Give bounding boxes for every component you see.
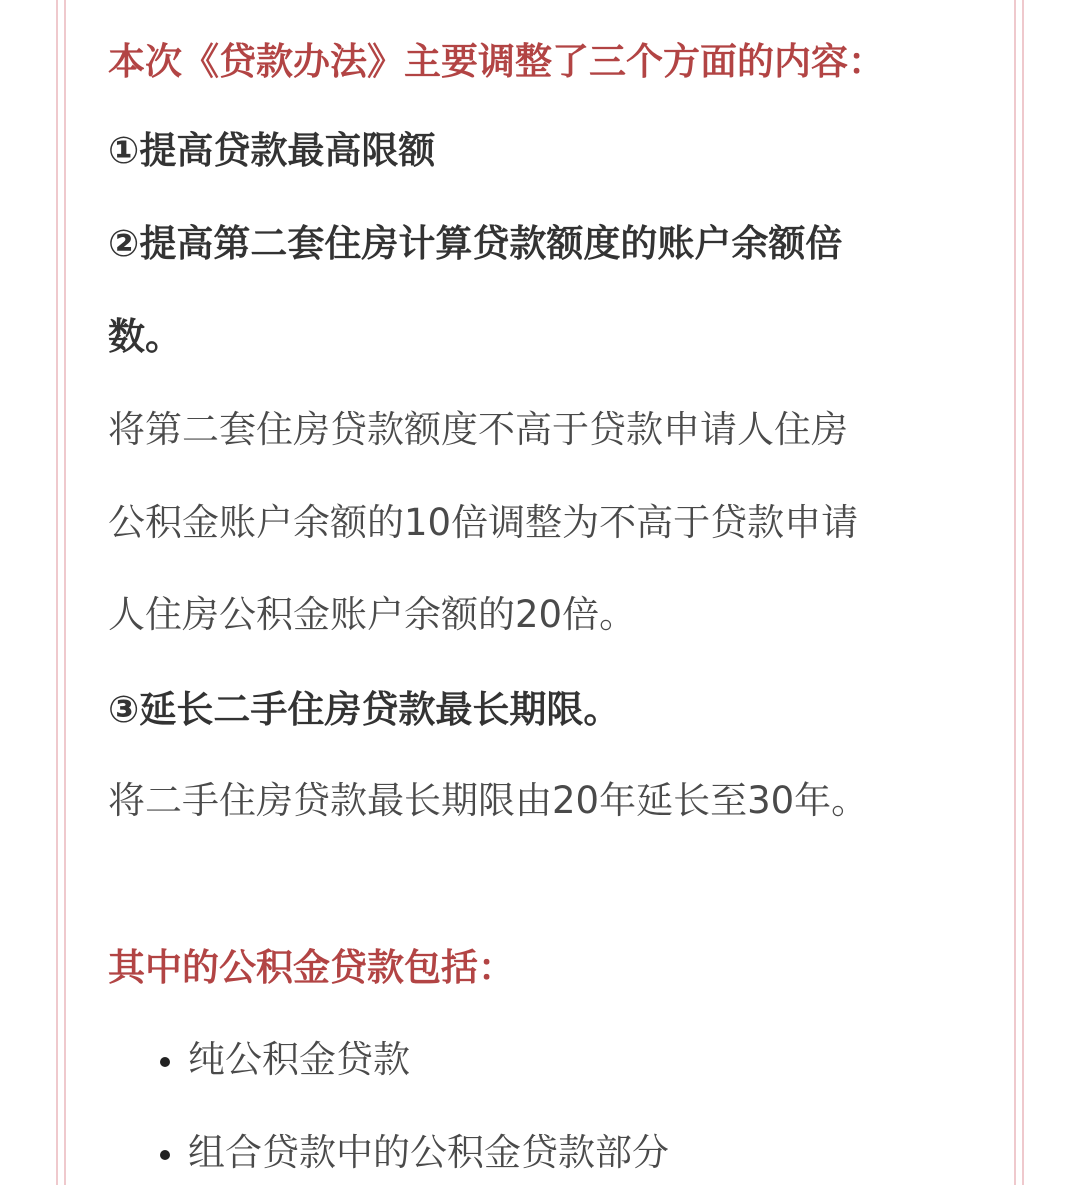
- item-3-body: 将二手住房贷款最长期限由20年延长至30年。: [108, 779, 869, 822]
- section-heading-loan-types: 其中的公积金贷款包括：: [108, 946, 515, 989]
- right-border-inner: [1014, 0, 1016, 1185]
- item-2-body-line-1: 将第二套住房贷款额度不高于贷款申请人住房: [108, 408, 848, 451]
- item-2-body-line-3: 人住房公积金账户余额的20倍。: [108, 593, 637, 636]
- item-3-title: ③延长二手住房贷款最长期限。: [108, 688, 621, 731]
- item-2-title-line-2: 数。: [108, 315, 182, 358]
- bullet-icon: [160, 1150, 170, 1160]
- left-border-outer: [56, 0, 58, 1185]
- left-border-inner: [64, 0, 66, 1185]
- item-2-body-line-2: 公积金账户余额的10倍调整为不高于贷款申请: [108, 501, 859, 544]
- list-item-label: 组合贷款中的公积金贷款部分: [188, 1131, 669, 1174]
- item-1-title: ①提高贷款最高限额: [108, 129, 436, 172]
- list-item-label: 纯公积金贷款: [188, 1038, 410, 1081]
- section-heading-adjustments: 本次《贷款办法》主要调整了三个方面的内容：: [108, 40, 885, 83]
- item-2-title-line-1: ②提高第二套住房计算贷款额度的账户余额倍: [108, 222, 843, 265]
- right-border-outer: [1022, 0, 1024, 1185]
- bullet-icon: [160, 1057, 170, 1067]
